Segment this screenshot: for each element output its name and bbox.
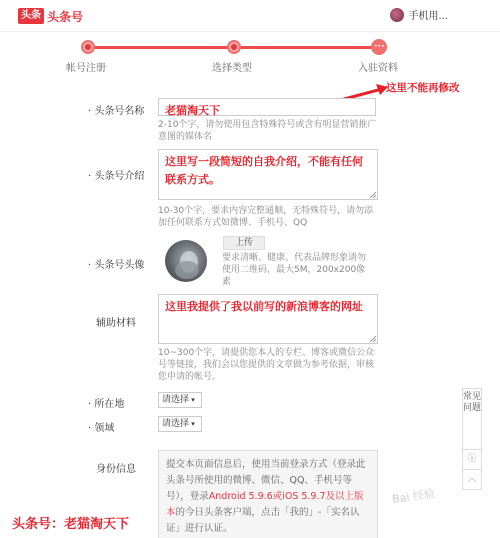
faq-link[interactable]: 常见问题 xyxy=(463,392,482,413)
field-label-avatar: · 头条号头像 xyxy=(88,260,145,271)
caret-down-icon: ▾ xyxy=(189,420,195,428)
logo-badge: 头条 xyxy=(18,8,44,24)
location-select[interactable] xyxy=(158,392,202,408)
materials-hint: 10~300个字，请提供您本人的专栏、博客或微信公众号等链接，我们会以您提供的文章做为参考依据，审核您申请的帐号。 xyxy=(158,348,375,382)
identity-version-accent: Android 5.9.6或iOS 5.9.7及以上版本 xyxy=(166,491,364,518)
caret-down-icon: ▾ xyxy=(189,396,195,404)
domain-select[interactable] xyxy=(158,416,202,432)
intro-hint: 10-30个字，要求内容完整通顺，无特殊符号，请勿添加任何联系方式如微博、手机号、QQ xyxy=(158,206,374,228)
top-bar xyxy=(0,0,500,32)
field-label-name: · 头条号名称 xyxy=(88,106,145,117)
materials-value: 这里我提供了我以前写的新浪博客的网址 xyxy=(165,300,363,313)
name-hint: 2-10个字，请勿使用包含特殊符号或含有明显营销推广意图的媒体名 xyxy=(158,120,377,142)
side-divider xyxy=(463,449,481,450)
identity-info-box xyxy=(158,450,378,538)
user-name: 手机用... xyxy=(408,11,448,22)
logo-text: 头条号 xyxy=(47,9,84,24)
side-help-panel xyxy=(462,388,482,490)
name-field[interactable] xyxy=(158,98,376,116)
resize-handle-icon xyxy=(370,192,376,198)
user-menu[interactable] xyxy=(390,7,448,22)
domain-select-value: 请选择 xyxy=(162,419,190,429)
location-select-value: 请选择 xyxy=(162,395,190,405)
step-label-info: 入驻资料 xyxy=(358,63,398,74)
name-value: 老猫淘天下 xyxy=(165,104,220,117)
step-label-type: 选择类型 xyxy=(212,63,252,74)
side-divider xyxy=(463,469,481,470)
chevron-up-icon[interactable]: ︿ xyxy=(467,474,477,484)
intro-textarea[interactable] xyxy=(158,149,378,200)
intro-value: 这里写一段简短的自我介绍，不能有任何联系方式。 xyxy=(165,155,363,186)
annotation-cannot-modify: 这里不能再修改 xyxy=(386,82,460,94)
baidu-jingyan-watermark: Bai 经验 xyxy=(391,487,436,506)
avatar xyxy=(390,8,404,22)
identity-text-2: 的今日头条客户端，点击「我的」-「实名认证」进行认证。 xyxy=(166,507,360,534)
field-label-domain: · 领域 xyxy=(88,423,115,434)
step-dot-3 xyxy=(371,39,387,55)
field-label-identity: 身份信息 xyxy=(96,464,136,475)
annotation-footer: 头条号：老猫淘天下 xyxy=(12,517,130,532)
avatar-hint: 要求清晰、健康、代表品牌形象请勿使用二维码，最大5M，200x200像素 xyxy=(222,253,367,287)
step-dot-2 xyxy=(227,40,241,54)
upload-button[interactable]: 上传 xyxy=(223,236,265,250)
cat-photo-icon xyxy=(165,240,207,282)
materials-textarea[interactable] xyxy=(158,294,378,344)
step-progress xyxy=(0,32,500,77)
resize-handle-icon xyxy=(370,336,376,342)
toutiao-logo[interactable] xyxy=(18,6,83,26)
info-circle-icon[interactable]: ⓘ xyxy=(467,454,477,464)
field-label-location: · 所在地 xyxy=(88,399,125,410)
identity-text-1: 提交本页面信息后，使用当前登录方式（登录此头条号所使用的微博、微信、QQ、手机号等号），登录 xyxy=(166,459,366,502)
step-dot-1 xyxy=(81,40,95,54)
avatar-preview xyxy=(165,240,207,282)
field-label-materials: 辅助材料 xyxy=(96,318,136,329)
step-label-register: 帐号注册 xyxy=(66,63,106,74)
field-label-intro: · 头条号介绍 xyxy=(88,171,145,182)
